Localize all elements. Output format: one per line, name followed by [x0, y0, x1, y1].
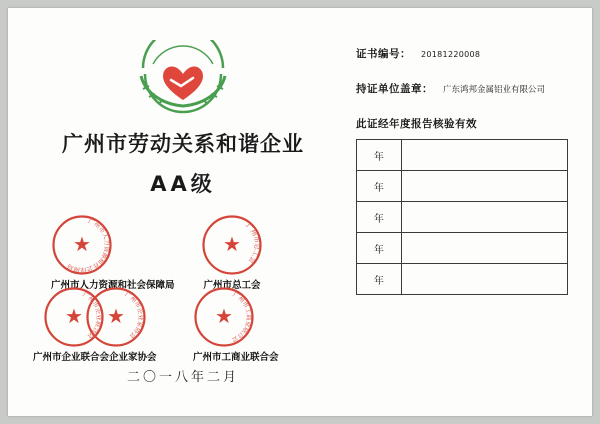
official-seal-icon [85, 286, 147, 348]
handshake-wheat-emblem-icon [131, 40, 235, 114]
certificate-right-panel [356, 46, 571, 295]
table-row [357, 202, 568, 233]
seal-caption: 广州市工商业联合会 [193, 352, 279, 363]
verification-entry-cell[interactable] [401, 171, 567, 202]
seal-block-enterprise-confederation [33, 286, 157, 363]
seal-caption: 广州市总工会 [203, 280, 261, 291]
certificate-page [8, 8, 592, 416]
holder-unit-value: 广东鸿邦金属铝业有限公司 [443, 85, 546, 95]
seal-block-federation-trade-unions [201, 214, 263, 291]
annual-verification-note: 此证经年度报告核验有效 [356, 118, 477, 130]
holder-unit-label: 持证单位盖章： [356, 83, 433, 95]
seal-block-hr-bureau [51, 214, 175, 291]
year-label-cell: 年 [357, 171, 402, 202]
year-label-cell: 年 [357, 202, 402, 233]
issue-date: 二〇一八年二月 [126, 370, 239, 385]
certificate-number-value: 20181220008 [421, 50, 481, 59]
verification-entry-cell[interactable] [401, 140, 567, 171]
table-row [357, 171, 568, 202]
svg-text:★: ★ [215, 304, 233, 328]
certificate-number-label: 证书编号： [356, 48, 411, 60]
year-label-cell: 年 [357, 233, 402, 264]
svg-text:广州市总工会: 广州市总工会 [244, 221, 262, 265]
seal-caption: 广州市企业联合会企业家协会 [33, 352, 157, 363]
svg-text:★: ★ [223, 232, 241, 256]
svg-text:广州市企业家协会: 广州市企业家协会 [123, 291, 145, 340]
year-label-cell: 年 [357, 264, 402, 295]
holder-unit-row [356, 81, 571, 96]
svg-text:广州市人力资源和社会保障局: 广州市人力资源和社会保障局 [66, 217, 111, 274]
seal-caption: 广州市人力资源和社会保障局 [51, 280, 175, 291]
certificate-left-panel [28, 26, 338, 398]
svg-text:★: ★ [107, 304, 125, 328]
official-seal-icon [201, 214, 263, 276]
annual-verification-table [356, 139, 568, 295]
table-row [357, 233, 568, 264]
svg-text:广州市工商业联合会: 广州市工商业联合会 [230, 291, 253, 344]
official-seal-icon [193, 286, 279, 348]
svg-text:★: ★ [73, 232, 91, 256]
seal-block-chamber-of-commerce [193, 286, 279, 363]
verification-entry-cell[interactable] [401, 233, 567, 264]
svg-text:★: ★ [65, 304, 83, 328]
verification-entry-cell[interactable] [401, 264, 567, 295]
seal-group-container [33, 214, 333, 363]
year-label-cell: 年 [357, 140, 402, 171]
certificate-title: 广州市劳动关系和谐企业 [62, 132, 304, 156]
certificate-grade: AA级 [150, 172, 216, 196]
official-seal-icon [51, 214, 175, 276]
table-row [357, 140, 568, 171]
svg-text:广州市企业联合会: 广州市企业联合会 [81, 291, 103, 340]
certificate-number-row [356, 46, 571, 61]
table-row [357, 264, 568, 295]
verification-entry-cell[interactable] [401, 202, 567, 233]
